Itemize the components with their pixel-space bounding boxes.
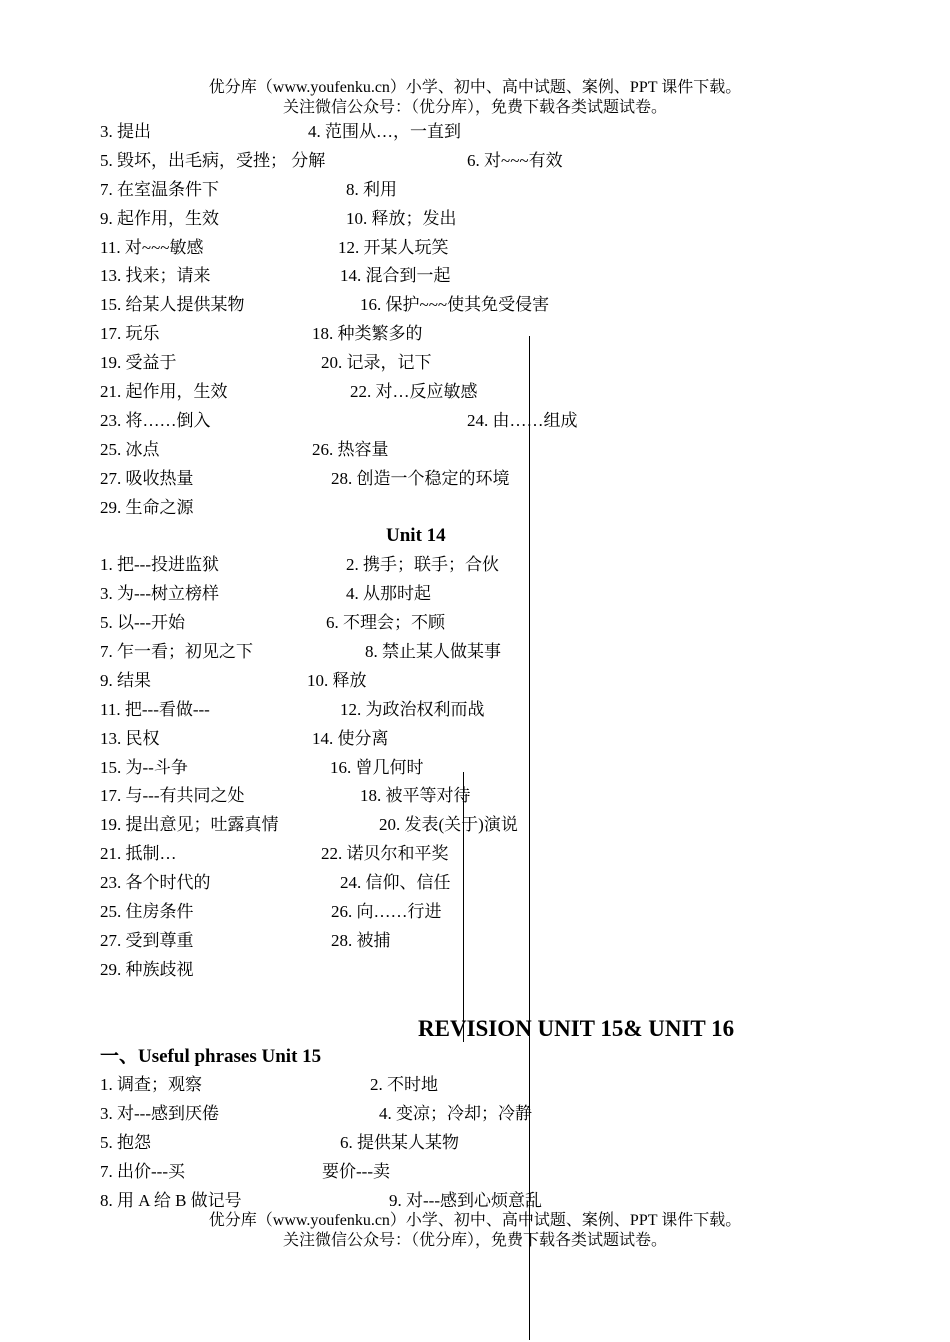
phrase-row bbox=[100, 782, 920, 811]
phrase-row bbox=[100, 262, 920, 291]
phrase-right: 4. 从那时起 bbox=[346, 584, 431, 604]
phrase-right: 24. 由……组成 bbox=[467, 410, 578, 430]
phrase-row bbox=[100, 956, 920, 985]
phrase-left: 29. 种族歧视 bbox=[100, 959, 194, 979]
unit13-phrase-list bbox=[100, 118, 920, 522]
phrase-row bbox=[100, 869, 920, 898]
phrase-right: 22. 诺贝尔和平奖 bbox=[321, 844, 449, 864]
phrase-left: 5. 毁坏，出毛病，受挫； 分解 bbox=[100, 150, 326, 170]
phrase-right: 12. 开某人玩笑 bbox=[338, 237, 449, 257]
page-footer bbox=[0, 1211, 950, 1251]
footer-line-2: 关注微信公众号：（优分库），免费下载各类试题试卷。 bbox=[282, 1232, 667, 1249]
phrase-left: 15. 为--斗争 bbox=[100, 757, 188, 777]
phrase-left: 9. 结果 bbox=[100, 670, 151, 690]
phrase-left: 1. 把---投进监狱 bbox=[100, 555, 219, 575]
phrase-row bbox=[100, 840, 920, 869]
phrase-right: 14. 混合到一起 bbox=[340, 266, 451, 286]
phrase-row bbox=[100, 320, 920, 349]
phrase-left: 29. 生命之源 bbox=[100, 497, 194, 517]
footer-line-1: 优分库（www.youfenku.cn）小学、初中、高中试题、案例、PPT 课件下载。 bbox=[208, 1212, 742, 1229]
phrase-left: 13. 民权 bbox=[100, 728, 160, 748]
phrase-row bbox=[100, 147, 920, 176]
phrase-right: 10. 释放 bbox=[307, 670, 367, 690]
phrase-left: 27. 吸收热量 bbox=[100, 468, 194, 488]
header-line-2: 关注微信公众号：（优分库），免费下载各类试题试卷。 bbox=[282, 99, 667, 116]
phrase-row bbox=[100, 465, 920, 494]
phrase-left: 3. 对---感到厌倦 bbox=[100, 1104, 219, 1124]
phrase-row bbox=[100, 638, 920, 667]
phrase-left: 13. 找来；请来 bbox=[100, 266, 211, 286]
phrase-left: 19. 提出意见；吐露真情 bbox=[100, 815, 279, 835]
phrase-left: 25. 冰点 bbox=[100, 439, 160, 459]
phrase-left: 17. 与---有共同之处 bbox=[100, 786, 245, 806]
phrase-right: 22. 对…反应敏感 bbox=[350, 382, 478, 402]
phrase-right: 6. 对~~~有效 bbox=[467, 150, 563, 170]
phrase-right: 4. 范围从…，一直到 bbox=[308, 122, 461, 141]
phrase-row bbox=[100, 609, 920, 638]
phrase-right: 10. 释放；发出 bbox=[346, 208, 457, 228]
phrase-left: 5. 以---开始 bbox=[100, 613, 185, 633]
phrase-right: 26. 向……行进 bbox=[331, 902, 442, 922]
page-header bbox=[0, 78, 950, 118]
phrase-right: 6. 提供某人某物 bbox=[340, 1133, 459, 1153]
phrase-left: 19. 受益于 bbox=[100, 353, 177, 373]
phrase-left: 1. 调查；观察 bbox=[100, 1075, 202, 1095]
phrase-right: 2. 不时地 bbox=[370, 1075, 438, 1095]
phrase-right: 8. 利用 bbox=[346, 179, 397, 199]
header-line-1: 优分库（www.youfenku.cn）小学、初中、高中试题、案例、PPT 课件下载。 bbox=[208, 79, 742, 96]
phrase-right: 20. 发表(关于)演说 bbox=[379, 815, 518, 835]
phrase-right: 20. 记录，记下 bbox=[321, 353, 432, 373]
phrase-left: 7. 在室温条件下 bbox=[100, 179, 219, 199]
phrase-row bbox=[100, 176, 920, 205]
phrase-row bbox=[100, 580, 920, 609]
phrase-row bbox=[100, 1071, 920, 1100]
section-title: 一、Useful phrases Unit 15 bbox=[100, 1045, 322, 1067]
unit15-phrase-list bbox=[100, 1071, 920, 1215]
phrase-row bbox=[100, 1129, 920, 1158]
phrase-left: 21. 抵制… bbox=[100, 844, 177, 864]
phrase-right: 18. 被平等对待 bbox=[360, 786, 471, 806]
phrase-right: 要价---卖 bbox=[322, 1162, 390, 1182]
phrase-right: 16. 曾几何时 bbox=[330, 757, 424, 777]
phrase-row bbox=[100, 551, 920, 580]
phrase-row bbox=[100, 291, 920, 320]
phrase-left: 23. 各个时代的 bbox=[100, 873, 211, 893]
phrase-right: 8. 禁止某人做某事 bbox=[365, 642, 501, 662]
phrase-right: 2. 携手；联手；合伙 bbox=[346, 555, 499, 575]
phrase-left: 5. 抱怨 bbox=[100, 1133, 151, 1153]
phrase-row bbox=[100, 898, 920, 927]
phrase-row bbox=[100, 1158, 920, 1187]
spacer bbox=[100, 985, 920, 1014]
phrase-row bbox=[100, 754, 920, 783]
phrase-right: 28. 创造一个稳定的环境 bbox=[331, 468, 510, 488]
phrase-row bbox=[100, 725, 920, 754]
phrase-row bbox=[100, 436, 920, 465]
phrase-left: 7. 出价---买 bbox=[100, 1162, 185, 1182]
phrase-left: 7. 乍一看；初见之下 bbox=[100, 642, 253, 662]
phrase-row bbox=[100, 811, 920, 840]
phrase-left: 17. 玩乐 bbox=[100, 324, 160, 344]
unit14-title: Unit 14 bbox=[386, 525, 446, 547]
phrase-left: 8. 用 A 给 B 做记号 bbox=[100, 1190, 242, 1210]
phrase-right: 14. 使分离 bbox=[312, 728, 389, 748]
phrase-row bbox=[100, 927, 920, 956]
phrase-row bbox=[100, 407, 920, 436]
phrase-right: 24. 信仰、信任 bbox=[340, 873, 451, 893]
phrase-right: 12. 为政治权利而战 bbox=[340, 699, 485, 719]
phrase-row bbox=[100, 234, 920, 263]
phrase-row bbox=[100, 205, 920, 234]
phrase-left: 11. 把---看做--- bbox=[100, 699, 210, 719]
phrase-right: 18. 种类繁多的 bbox=[312, 324, 423, 344]
phrase-left: 9. 起作用，生效 bbox=[100, 208, 219, 228]
phrase-right: 9. 对---感到心烦意乱 bbox=[389, 1190, 542, 1210]
phrase-left: 23. 将……倒入 bbox=[100, 410, 211, 430]
phrase-right: 4. 变凉；冷却；冷静 bbox=[379, 1104, 532, 1124]
phrase-left: 21. 起作用，生效 bbox=[100, 382, 228, 402]
phrase-left: 27. 受到尊重 bbox=[100, 930, 194, 950]
unit14-phrase-list bbox=[100, 551, 920, 984]
phrase-row bbox=[100, 378, 920, 407]
phrase-right: 6. 不理会；不顾 bbox=[326, 613, 445, 633]
phrase-row bbox=[100, 696, 920, 725]
phrase-row bbox=[100, 1100, 920, 1129]
phrase-row bbox=[100, 494, 920, 523]
phrase-left: 15. 给某人提供某物 bbox=[100, 295, 245, 315]
phrase-row bbox=[100, 118, 920, 147]
vertical-rule-long bbox=[529, 336, 530, 1340]
phrase-row bbox=[100, 667, 920, 696]
phrase-right: 28. 被捕 bbox=[331, 930, 391, 950]
phrase-left: 11. 对~~~敏感 bbox=[100, 237, 204, 257]
phrase-row bbox=[100, 349, 920, 378]
phrase-left: 25. 住房条件 bbox=[100, 902, 194, 922]
phrase-right: 26. 热容量 bbox=[312, 439, 389, 459]
phrase-right: 16. 保护~~~使其免受侵害 bbox=[360, 295, 550, 315]
phrase-left: 3. 提出 bbox=[100, 122, 151, 141]
vertical-rule-short bbox=[463, 772, 464, 1042]
document-body bbox=[100, 118, 920, 1216]
phrase-left: 3. 为---树立榜样 bbox=[100, 584, 219, 604]
revision-title: REVISION UNIT 15& UNIT 16 bbox=[418, 1015, 735, 1041]
